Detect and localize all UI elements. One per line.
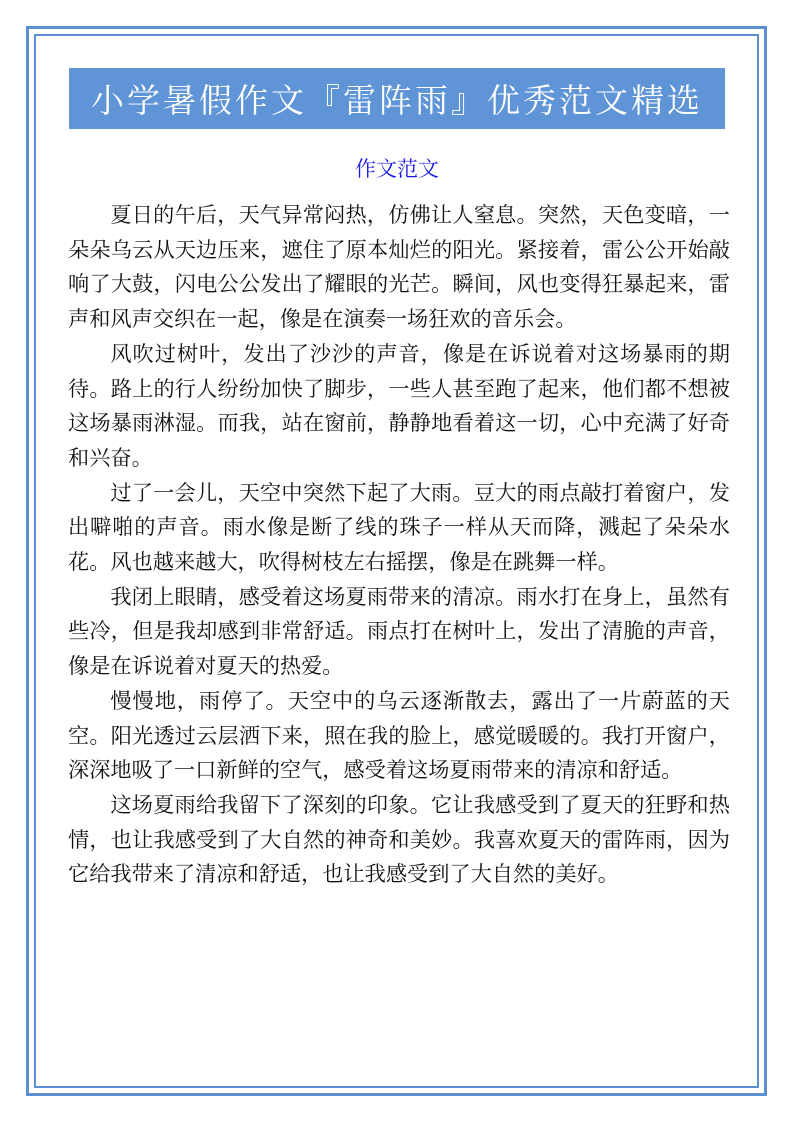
title-banner xyxy=(69,68,725,129)
essay-paragraph: 这场夏雨给我留下了深刻的印象。它让我感受到了夏天的狂野和热情，也让我感受到了大自然的神奇和美妙。我喜欢夏天的雷阵雨，因为它给我带来了清凉和舒适，也让我感受到了大自然的美好。 xyxy=(68,791,730,887)
essay-paragraph: 夏日的午后，天气异常闷热，仿佛让人窒息。突然，天色变暗，一朵朵乌云从天边压来，遮住了原本灿烂的阳光。紧接着，雷公公开始敲响了大鼓，闪电公公发出了耀眼的光芒。瞬间，风也变得狂暴起来，雷声和风声交织在一起，像是在演奏一场狂欢的音乐会。 xyxy=(68,202,730,332)
page-title: 小学暑假作文『雷阵雨』优秀范文精选 xyxy=(91,81,703,120)
essay-subtitle: 作文范文 xyxy=(355,157,439,181)
essay-paragraph: 我闭上眼睛，感受着这场夏雨带来的清凉。雨水打在身上，虽然有些冷，但是我却感到非常舒适。雨点打在树叶上，发出了清脆的声音，像是在诉说着对夏天的热爱。 xyxy=(68,583,730,679)
essay-paragraph: 慢慢地，雨停了。天空中的乌云逐渐散去，露出了一片蔚蓝的天空。阳光透过云层洒下来，照在我的脸上，感觉暖暖的。我打开窗户，深深地吸了一口新鲜的空气，感受着这场夏雨带来的清凉和舒适。 xyxy=(68,687,730,783)
essay-paragraph: 风吹过树叶，发出了沙沙的声音，像是在诉说着对这场暴雨的期待。路上的行人纷纷加快了脚步，一些人甚至跑了起来，他们都不想被这场暴雨淋湿。而我，站在窗前，静静地看着这一切，心中充满了好奇和兴奋。 xyxy=(68,340,730,470)
essay-body xyxy=(68,198,730,892)
essay-paragraph: 过了一会儿，天空中突然下起了大雨。豆大的雨点敲打着窗户，发出噼啪的声音。雨水像是断了线的珠子一样从天而降，溅起了朵朵水花。风也越来越大，吹得树枝左右摇摆，像是在跳舞一样。 xyxy=(68,479,730,575)
